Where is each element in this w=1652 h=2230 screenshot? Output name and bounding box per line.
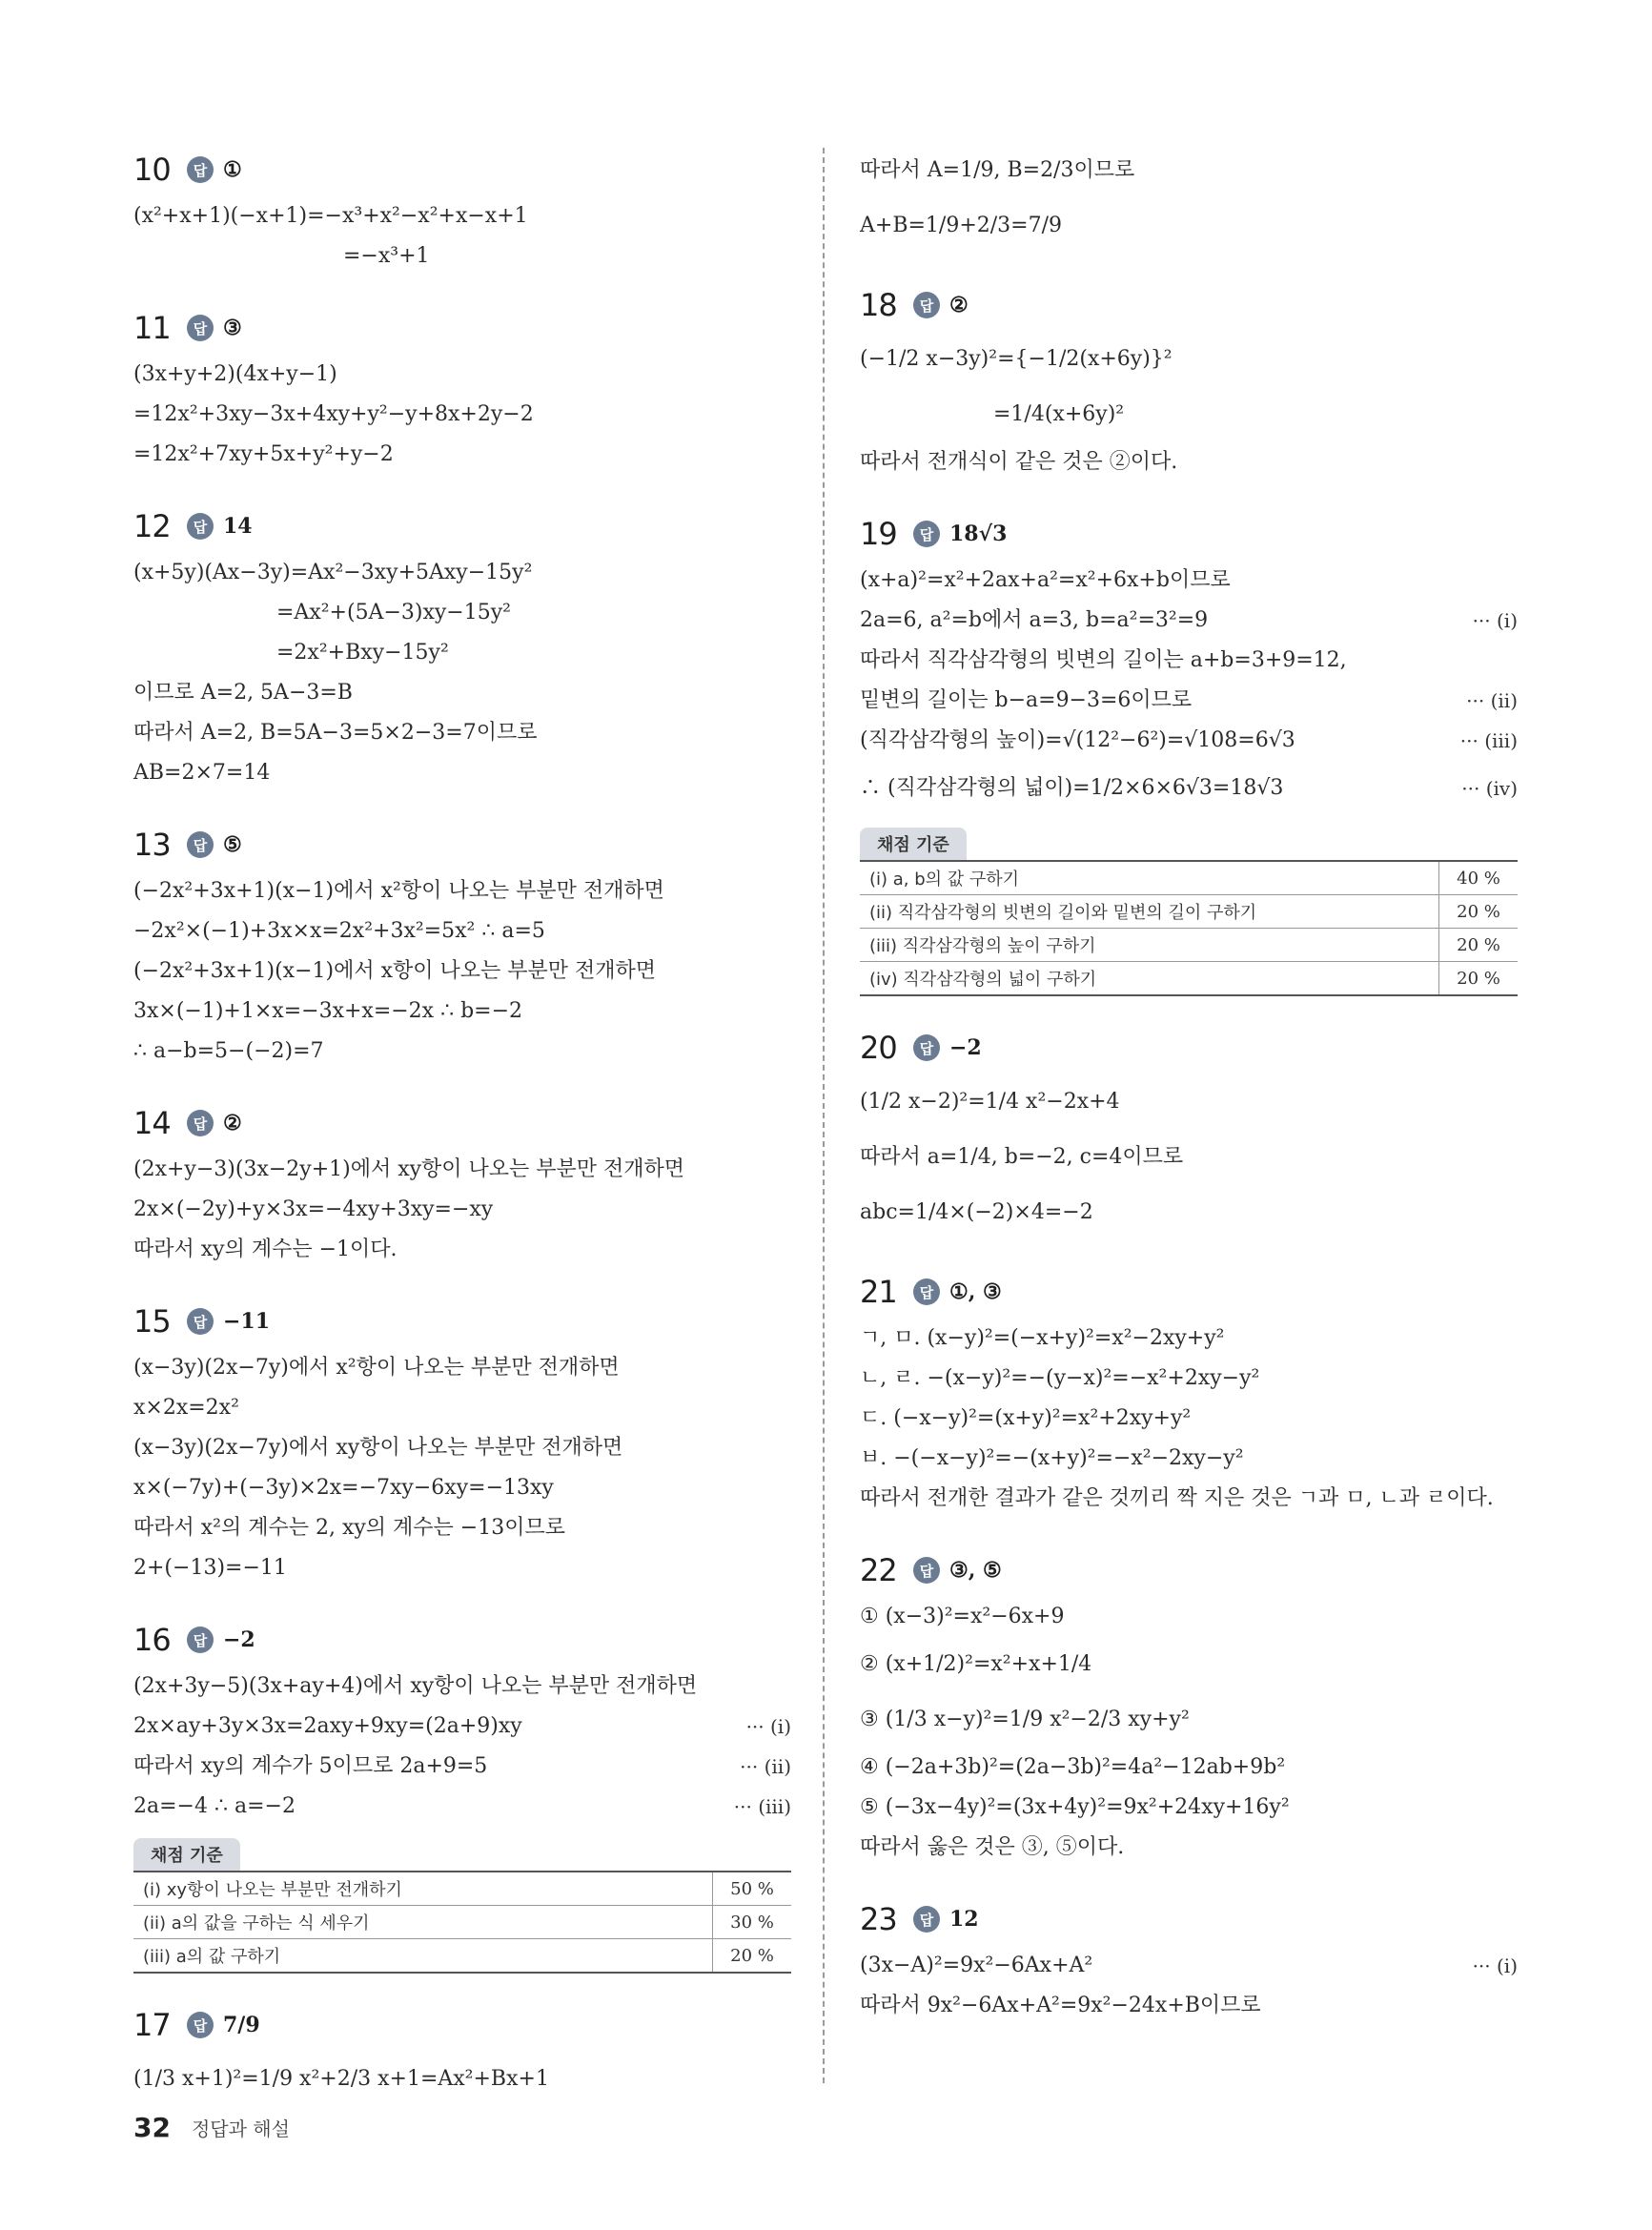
solution-line <box>133 1150 791 1190</box>
problem-header <box>133 1998 791 2052</box>
solution-text: =12x²+3xy−3x+4xy+y²−y+8x+2y−2 <box>133 402 534 426</box>
problem-16 <box>133 1613 791 1998</box>
answer-badge-icon: 답 <box>913 1906 940 1933</box>
solution-line <box>860 761 1518 816</box>
answer-value: 14 <box>223 514 253 539</box>
solution-text: (x−3y)(2x−7y)에서 xy항이 나오는 부분만 전개하면 <box>133 1436 623 1460</box>
solution-line <box>860 641 1518 681</box>
spacer <box>860 1519 1518 1544</box>
solution-line <box>860 601 1518 641</box>
answer-value: −2 <box>949 1035 982 1060</box>
step-marker: ··· (iii) <box>1459 729 1518 752</box>
problem-header <box>133 1096 791 1150</box>
solution-line <box>133 1190 791 1230</box>
answer-badge-icon: 답 <box>187 2012 214 2038</box>
solution-text: x×(−7y)+(−3y)×2x=−7xy−6xy=−13xy <box>133 1476 554 1500</box>
solution-text: (직각삼각형의 높이)=√(12²−6²)=√108=6√3 <box>860 728 1295 752</box>
problem-continued <box>860 143 1518 278</box>
solution-line <box>133 1667 791 1707</box>
criteria-label: (iii) a의 값 구하기 <box>133 1939 713 1974</box>
answer-value: ⑤ <box>223 832 242 857</box>
criteria-percent: 50 % <box>713 1872 792 1906</box>
solution-text: ② (x+1/2)²=x²+x+1/4 <box>860 1652 1092 1676</box>
criteria-row <box>133 1939 791 1974</box>
problem-number: 13 <box>133 827 171 863</box>
problem-12 <box>133 500 791 818</box>
solution-line <box>133 1348 791 1388</box>
solution-line <box>860 1185 1518 1240</box>
solution-text: A+B=1/9+2/3=7/9 <box>860 214 1063 237</box>
solution-line <box>860 721 1518 761</box>
solution-text: 따라서 전개식이 같은 것은 ②이다. <box>860 450 1178 474</box>
spacer <box>133 1270 791 1295</box>
solution-line <box>860 1597 1518 1637</box>
solution-text: 따라서 x²의 계수는 2, xy의 계수는 −13이므로 <box>133 1516 565 1540</box>
solution-text: AB=2×7=14 <box>133 761 271 785</box>
answer-badge-icon: 답 <box>187 831 214 858</box>
answer-value: 7/9 <box>223 2013 260 2037</box>
problem-22 <box>860 1544 1518 1892</box>
solution-text: 따라서 xy의 계수가 5이므로 2a+9=5 <box>133 1754 488 1778</box>
solution-line <box>860 1946 1518 1986</box>
spacer <box>133 1072 791 1096</box>
spacer <box>860 2026 1518 2051</box>
answer-value: 12 <box>949 1907 979 1932</box>
step-marker: ··· (ii) <box>740 1755 791 1778</box>
problem-18 <box>860 278 1518 507</box>
solution-line <box>133 1032 791 1072</box>
solution-text: abc=1/4×(−2)×4=−2 <box>860 1200 1093 1224</box>
spacer <box>860 996 1518 1021</box>
criteria-row <box>133 1872 791 1906</box>
problem-header <box>860 278 1518 332</box>
answer-badge-icon: 답 <box>913 292 940 318</box>
solution-line <box>133 1747 791 1787</box>
problem-header <box>860 1021 1518 1074</box>
solution-line <box>133 753 791 793</box>
problem-header <box>860 507 1518 561</box>
spacer <box>860 1240 1518 1265</box>
solution-line <box>860 387 1518 442</box>
solution-text: 따라서 xy의 계수는 −1이다. <box>133 1238 398 1261</box>
problem-19 <box>860 507 1518 1021</box>
solution-line <box>860 1074 1518 1130</box>
solution-line <box>133 593 791 633</box>
solution-text: (x+5y)(Ax−3y)=Ax²−3xy+5Axy−15y² <box>133 561 533 584</box>
criteria-percent: 20 % <box>1439 895 1519 929</box>
step-marker: ··· (i) <box>1472 1954 1518 1977</box>
solution-text: (−2x²+3x+1)(x−1)에서 x항이 나오는 부분만 전개하면 <box>133 959 657 983</box>
solution-line <box>133 951 791 992</box>
solution-line <box>133 1508 791 1548</box>
solution-text: (1/3 x+1)²=1/9 x²+2/3 x+1=Ax²+Bx+1 <box>133 2067 549 2091</box>
answer-value: 18√3 <box>949 522 1008 546</box>
solution-text: (−2x²+3x+1)(x−1)에서 x²항이 나오는 부분만 전개하면 <box>133 879 664 903</box>
solution-text: (x−3y)(2x−7y)에서 x²항이 나오는 부분만 전개하면 <box>133 1356 620 1380</box>
solution-text: =12x²+7xy+5x+y²+y−2 <box>133 442 394 466</box>
solution-line <box>860 332 1518 387</box>
spacer <box>860 482 1518 507</box>
solution-line <box>133 2052 791 2107</box>
problem-header <box>860 1265 1518 1319</box>
step-marker: ··· (i) <box>745 1715 791 1738</box>
answer-badge-icon: 답 <box>913 1557 940 1584</box>
criteria-label: (ii) a의 값을 구하는 식 세우기 <box>133 1906 713 1939</box>
column-divider <box>823 148 825 2083</box>
solution-line <box>860 198 1518 254</box>
solution-line <box>860 442 1518 482</box>
solution-text: ㄴ, ㄹ. −(x−y)²=−(y−x)²=−x²+2xy−y² <box>860 1366 1260 1390</box>
solution-line <box>860 1828 1518 1868</box>
problem-10 <box>133 143 791 301</box>
answer-badge-icon: 답 <box>187 1626 214 1653</box>
answer-badge-icon: 답 <box>187 315 214 341</box>
answer-badge-icon: 답 <box>187 156 214 183</box>
solution-line <box>133 196 791 236</box>
solution-line <box>860 1399 1518 1439</box>
answer-badge-icon: 답 <box>187 513 214 540</box>
criteria-label: (i) a, b의 값 구하기 <box>860 861 1439 895</box>
answer-badge-icon: 답 <box>913 1279 940 1305</box>
solution-line <box>860 143 1518 198</box>
solution-text: =−x³+1 <box>343 244 430 268</box>
problem-header <box>133 500 791 553</box>
solution-text: 3x×(−1)+1×x=−3x+x=−2x ∴ b=−2 <box>133 999 523 1023</box>
solution-line <box>860 1439 1518 1479</box>
solution-text: =2x²+Bxy−15y² <box>276 641 449 665</box>
solution-text: ∴ (직각삼각형의 넓이)=1/2×6×6√3=18√3 <box>860 776 1284 800</box>
problem-13 <box>133 818 791 1096</box>
solution-line <box>133 435 791 475</box>
solution-line <box>860 1986 1518 2026</box>
solution-text: −2x²×(−1)+3x×x=2x²+3x²=5x² ∴ a=5 <box>133 919 545 943</box>
criteria-row <box>860 929 1518 962</box>
solution-line <box>133 911 791 951</box>
step-marker: ··· (ii) <box>1466 689 1518 712</box>
problem-number: 20 <box>860 1030 897 1066</box>
spacer <box>133 1974 791 1998</box>
criteria-label: (iii) 직각삼각형의 높이 구하기 <box>860 929 1439 962</box>
criteria-label: (ii) 직각삼각형의 빗변의 길이와 밑변의 길이 구하기 <box>860 895 1439 929</box>
solution-line <box>860 1748 1518 1788</box>
solution-line <box>133 395 791 435</box>
problem-number: 16 <box>133 1622 171 1658</box>
solution-text: (x+a)²=x²+2ax+a²=x²+6x+b이므로 <box>860 568 1231 592</box>
criteria-title: 채점 기준 <box>860 828 967 860</box>
criteria-percent: 40 % <box>1439 861 1519 895</box>
solution-line <box>133 355 791 395</box>
solution-line <box>133 871 791 911</box>
right-column <box>860 143 1518 2051</box>
criteria-label: (iv) 직각삼각형의 넓이 구하기 <box>860 962 1439 996</box>
solution-text: 따라서 A=1/9, B=2/3이므로 <box>860 158 1135 182</box>
answer-value: −11 <box>223 1309 271 1334</box>
answer-badge-icon: 답 <box>913 1034 940 1061</box>
solution-text: =Ax²+(5A−3)xy−15y² <box>276 601 511 624</box>
solution-line <box>133 236 791 276</box>
solution-text: (3x+y+2)(4x+y−1) <box>133 362 337 386</box>
page-number: 32 <box>133 2112 171 2143</box>
left-column <box>133 143 791 2132</box>
problem-number: 14 <box>133 1105 171 1141</box>
problem-number: 11 <box>133 310 171 346</box>
problem-header <box>133 1613 791 1667</box>
criteria-percent: 20 % <box>1439 929 1519 962</box>
answer-value: ① <box>223 157 242 182</box>
solution-text: 따라서 A=2, B=5A−3=5×2−3=7이므로 <box>133 721 538 745</box>
solution-text: x×2x=2x² <box>133 1396 239 1420</box>
solution-line <box>133 1548 791 1588</box>
solution-line <box>133 713 791 753</box>
solution-text: 따라서 전개한 결과가 같은 것끼리 짝 지은 것은 ㄱ과 ㅁ, ㄴ과 ㄹ이다. <box>860 1486 1494 1510</box>
answer-value: ③, ⑤ <box>949 1558 1002 1583</box>
criteria-row <box>860 861 1518 895</box>
grading-criteria-table <box>860 860 1518 996</box>
solution-text: 2a=6, a²=b에서 a=3, b=a²=3²=9 <box>860 608 1209 632</box>
solution-line <box>860 1637 1518 1692</box>
solution-text: ① (x−3)²=x²−6x+9 <box>860 1605 1065 1628</box>
solution-line <box>133 633 791 673</box>
solution-line <box>133 1468 791 1508</box>
problem-number: 19 <box>860 516 897 552</box>
spacer <box>133 276 791 301</box>
solution-text: =1/4(x+6y)² <box>993 402 1125 426</box>
spacer <box>860 254 1518 278</box>
problem-number: 15 <box>133 1303 171 1340</box>
solution-text: 이므로 A=2, 5A−3=B <box>133 681 353 705</box>
answer-badge-icon: 답 <box>187 1308 214 1335</box>
problem-header <box>860 1892 1518 1946</box>
criteria-percent: 30 % <box>713 1906 792 1939</box>
solution-text: 2x×ay+3y×3x=2axy+9xy=(2a+9)xy <box>133 1714 522 1738</box>
step-marker: ··· (iv) <box>1461 777 1518 800</box>
criteria-row <box>860 962 1518 996</box>
solution-line <box>860 681 1518 721</box>
solution-text: 밑변의 길이는 b−a=9−3=6이므로 <box>860 688 1193 712</box>
spacer <box>133 1588 791 1613</box>
solution-text: (2x+3y−5)(3x+ay+4)에서 xy항이 나오는 부분만 전개하면 <box>133 1674 698 1698</box>
solution-line <box>133 1230 791 1270</box>
solution-text: ③ (1/3 x−y)²=1/9 x²−2/3 xy+y² <box>860 1708 1190 1731</box>
solution-line <box>860 1788 1518 1828</box>
solution-line <box>860 561 1518 601</box>
solution-line <box>860 1692 1518 1748</box>
problem-header <box>133 1295 791 1348</box>
problem-header <box>133 818 791 871</box>
solution-text: (−1/2 x−3y)²={−1/2(x+6y)}² <box>860 347 1173 371</box>
problem-number: 17 <box>133 2007 171 2043</box>
problem-15 <box>133 1295 791 1613</box>
solution-line <box>133 673 791 713</box>
problem-header <box>133 301 791 355</box>
step-marker: ··· (iii) <box>733 1795 791 1818</box>
solution-text: ④ (−2a+3b)²=(2a−3b)²=4a²−12ab+9b² <box>860 1755 1286 1779</box>
spacer <box>133 475 791 500</box>
solution-line <box>860 1359 1518 1399</box>
problem-number: 23 <box>860 1901 897 1937</box>
solution-line <box>133 1707 791 1747</box>
solution-text: 따라서 a=1/4, b=−2, c=4이므로 <box>860 1145 1184 1169</box>
solution-line <box>133 992 791 1032</box>
solution-line <box>133 1388 791 1428</box>
step-marker: ··· (i) <box>1472 609 1518 632</box>
solution-line <box>133 1787 791 1827</box>
solution-line <box>133 1428 791 1468</box>
solution-text: ㄱ, ㅁ. (x−y)²=(−x+y)²=x²−2xy+y² <box>860 1326 1225 1350</box>
problem-number: 22 <box>860 1552 897 1588</box>
criteria-title: 채점 기준 <box>133 1838 240 1871</box>
answer-value: ② <box>223 1111 242 1135</box>
answer-badge-icon: 답 <box>913 521 940 547</box>
solution-text: (x²+x+1)(−x+1)=−x³+x²−x²+x−x+1 <box>133 204 528 228</box>
problem-20 <box>860 1021 1518 1265</box>
problem-header <box>133 143 791 196</box>
answer-value: ③ <box>223 316 242 340</box>
problem-number: 21 <box>860 1274 897 1310</box>
grading-criteria-table <box>133 1871 791 1974</box>
spacer <box>860 1868 1518 1892</box>
criteria-row <box>133 1906 791 1939</box>
solution-text: (3x−A)²=9x²−6Ax+A² <box>860 1954 1093 1977</box>
solution-text: 2x×(−2y)+y×3x=−4xy+3xy=−xy <box>133 1197 494 1221</box>
solution-text: ㅂ. −(−x−y)²=−(x+y)²=−x²−2xy−y² <box>860 1446 1244 1470</box>
solution-line <box>860 1130 1518 1185</box>
problem-header <box>860 1544 1518 1597</box>
solution-text: (2x+y−3)(3x−2y+1)에서 xy항이 나오는 부분만 전개하면 <box>133 1157 685 1181</box>
problem-14 <box>133 1096 791 1295</box>
problem-number: 12 <box>133 508 171 544</box>
solution-text: 2a=−4 ∴ a=−2 <box>133 1794 296 1818</box>
solution-text: ⑤ (−3x−4y)²=(3x+4y)²=9x²+24xy+16y² <box>860 1795 1290 1819</box>
solution-text: 따라서 직각삼각형의 빗변의 길이는 a+b=3+9=12, <box>860 648 1347 672</box>
solution-text: 2+(−13)=−11 <box>133 1556 287 1580</box>
solution-line <box>860 1479 1518 1519</box>
problem-21 <box>860 1265 1518 1544</box>
criteria-row <box>860 895 1518 929</box>
solution-text: (1/2 x−2)²=1/4 x²−2x+4 <box>860 1090 1120 1114</box>
solution-text: 따라서 옳은 것은 ③, ⑤이다. <box>860 1835 1125 1859</box>
answer-value: ①, ③ <box>949 1279 1002 1304</box>
answer-value: ② <box>949 293 969 317</box>
footer-label: 정답과 해설 <box>191 2117 290 2140</box>
problem-11 <box>133 301 791 500</box>
solution-line <box>860 1319 1518 1359</box>
solution-text: ㄷ. (−x−y)²=(x+y)²=x²+2xy+y² <box>860 1406 1192 1430</box>
answer-value: −2 <box>223 1627 255 1652</box>
spacer <box>133 793 791 818</box>
criteria-percent: 20 % <box>1439 962 1519 996</box>
page-footer <box>133 2112 290 2143</box>
problem-23 <box>860 1892 1518 2051</box>
criteria-label: (i) xy항이 나오는 부분만 전개하기 <box>133 1872 713 1906</box>
problem-number: 18 <box>860 287 897 323</box>
criteria-percent: 20 % <box>713 1939 792 1974</box>
problem-number: 10 <box>133 152 171 188</box>
solution-text: 따라서 9x²−6Ax+A²=9x²−24x+B이므로 <box>860 1994 1261 2017</box>
answer-badge-icon: 답 <box>187 1110 214 1136</box>
solution-text: ∴ a−b=5−(−2)=7 <box>133 1039 324 1063</box>
solution-line <box>133 553 791 593</box>
